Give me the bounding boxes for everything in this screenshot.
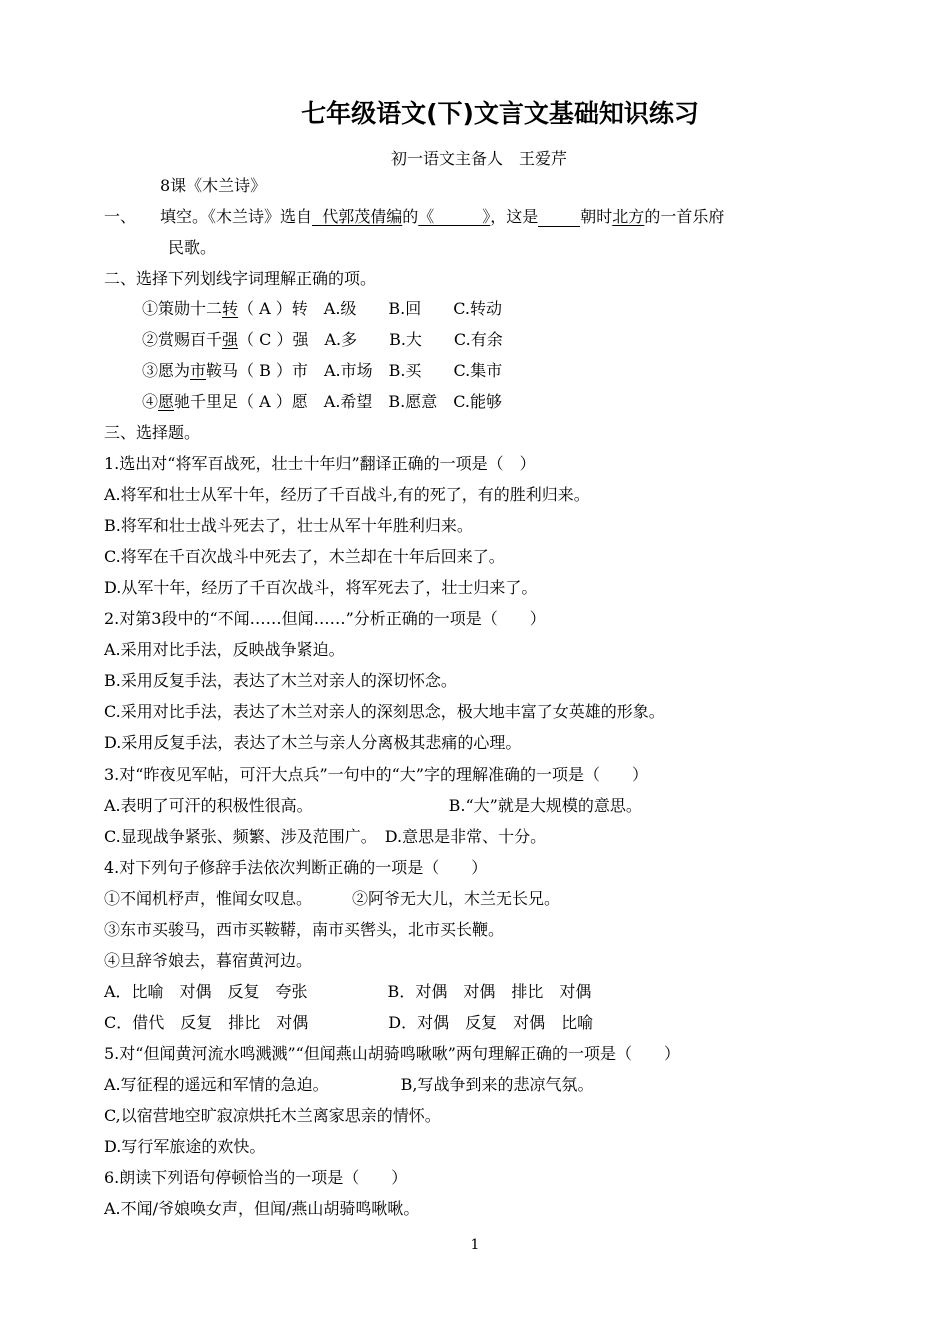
underlined-key-word: 转 [222,299,239,318]
question-line: B.将军和壮士战斗死去了，壮士从军十年胜利归来。 [104,516,473,535]
underlined-key-word: 强 [222,330,239,349]
question-line: ①不闻机杼声，惟闻女叹息。 ②阿爷无大儿，木兰无长兄。 [104,889,561,908]
section2-item: ②赏赐百千强（ C ）强 A.多 B.大 C.有余 [142,330,503,349]
question-line: 5.对“但闻黄河流水鸣溅溅”“但闻燕山胡骑鸣啾啾”两句理解正确的一项是（ ） [104,1044,680,1063]
underlined-key-word: 愿 [158,392,175,411]
section2-item: ③愿为市鞍马（ B ）市 A.市场 B.买 C.集市 [142,361,503,380]
question-line: C.显现战争紧张、频繁、涉及范围广。 D.意思是非常、十分。 [104,827,547,846]
lesson-heading: 8课《木兰诗》 [160,176,267,195]
section2-item: ④愿驰千里足（ A ）愿 A.希望 B.愿意 C.能够 [142,392,503,411]
fill-blank-dynasty [538,208,580,227]
question-line: D.从军十年，经历了千百次战斗，将军死去了，壮士归来了。 [104,578,538,597]
section1-line2: 民歌。 [168,238,217,257]
question-line: D.写行军旅途的欢快。 [104,1137,266,1156]
question-line: C.采用对比手法，表达了木兰对亲人的深刻思念，极大地丰富了女英雄的形象。 [104,702,665,721]
question-line: A.将军和壮士从军十年，经历了千百战斗,有的死了，有的胜利归来。 [104,485,590,504]
underlined-key-word: 市 [190,361,207,380]
question-line: A.不闻/爷娘唤女声，但闻/燕山胡骑鸣啾啾。 [104,1199,420,1218]
question-line: A．比喻 对偶 反复 夸张 B．对偶 对偶 排比 对偶 [104,982,592,1001]
question-line: 6.朗读下列语句停顿恰当的一项是（ ） [104,1168,408,1187]
author-line: 初一语文主备人 王爱芹 [391,149,568,168]
question-line: 2.对第3段中的“不闻……但闻……”分析正确的一项是（ ） [104,609,546,628]
section2-heading: 二、选择下列划线字词理解正确的项。 [104,269,377,288]
question-line: ④旦辞爷娘去，暮宿黄河边。 [104,951,313,970]
question-line: 1.选出对“将军百战死，壮士十年归”翻译正确的一项是（ ） [104,454,536,473]
fill-blank-book: 《 》 [418,207,491,226]
section1-text: 填空。《木兰诗》选自 [160,207,313,226]
question-line: A.采用对比手法，反映战争紧迫。 [104,640,345,659]
page-title: 七年级语文(下)文言文基础知识练习 [301,99,699,128]
section2-item: ①策勋十二转（ A ）转 A.级 B.回 C.转动 [142,299,503,318]
page-number: 1 [470,1237,480,1253]
section3-heading: 三、选择题。 [104,423,201,442]
question-line: 3.对“昨夜见军帖，可汗大点兵”一句中的“大”字的理解准确的一项是（ ） [104,765,648,784]
question-line: B.采用反复手法，表达了木兰对亲人的深切怀念。 [104,671,457,690]
fill-blank-region: 北方 [612,207,645,226]
question-line: ③东市买骏马，西市买鞍鞯，南市买辔头，北市买长鞭。 [104,920,505,939]
section1-number: 一、 [104,207,129,226]
question-line: A.表明了可汗的积极性很高。 B.“大”就是大规模的意思。 [104,796,642,815]
question-line: 4.对下列句子修辞手法依次判断正确的一项是（ ） [104,858,488,877]
question-line: C.将军在千百次战斗中死去了，木兰却在十年后回来了。 [104,547,505,566]
question-line: C．借代 反复 排比 对偶 D．对偶 反复 对偶 比喻 [104,1013,594,1032]
question-line: A.写征程的遥远和军情的急迫。 B,写战争到来的悲凉气氛。 [104,1075,594,1094]
question-line: C,以宿营地空旷寂凉烘托木兰离家思亲的情怀。 [104,1106,441,1125]
section1-line1: 一、 填空。《木兰诗》选自 代郭茂倩编的《 》，这是 朝时北方的一首乐府 [104,207,725,226]
question-line: D.采用反复手法，表达了木兰与亲人分离极其悲痛的心理。 [104,733,522,752]
fill-blank-author: 代郭茂倩编 [322,207,403,226]
